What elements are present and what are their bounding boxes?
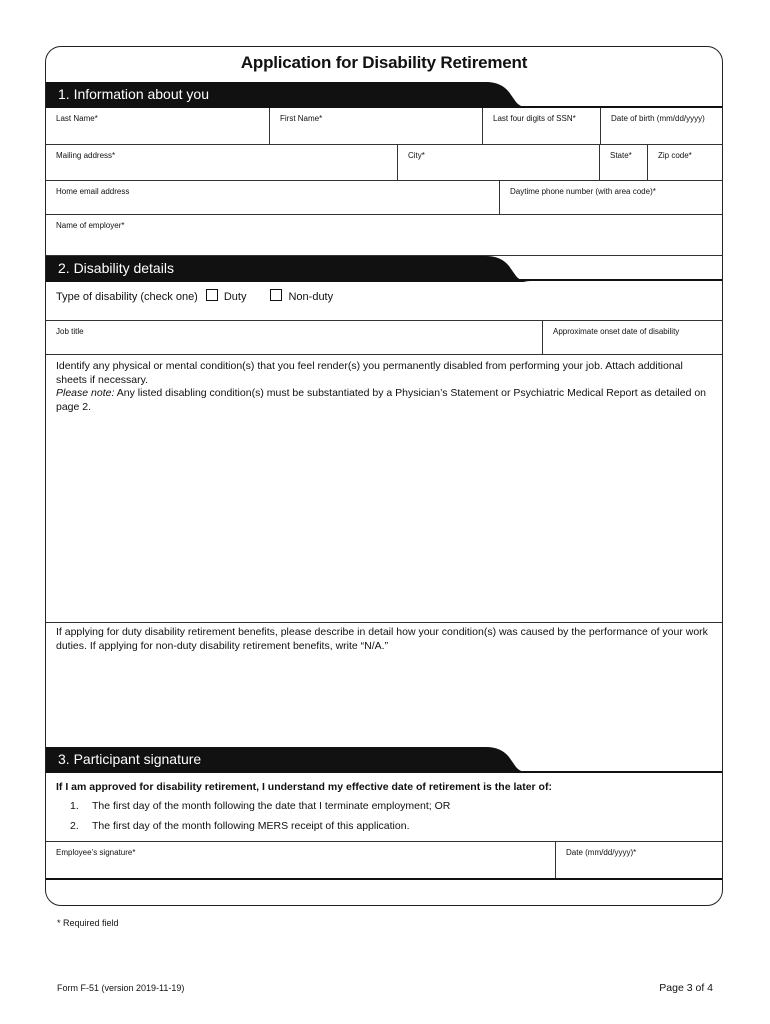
duty-description-text: If applying for duty disability retirement benefits, please describe in detail how your condition(s) was caused by the performance of your work duties. If applying for non-duty disability retirement benefits, write “N/A.” [56,626,708,652]
employer-row [46,215,722,250]
conditions-list [70,800,450,840]
ssn-field[interactable] [483,108,601,144]
mailing-address-label: Mailing address* [56,151,116,160]
name-row [46,108,722,145]
list-item: 1. The first day of the month following the date that I terminate employment; OR [70,800,451,812]
section-2-heading: 2. Disability details [58,260,174,276]
statement-block [46,773,722,842]
retirement-statement: If I am approved for disability retirement, I understand my effective date of retirement is the later of: [56,781,552,793]
email-field[interactable] [46,181,500,214]
signature-date-field[interactable] [556,842,723,878]
city-label: City* [408,151,425,160]
zip-field[interactable] [648,145,723,180]
condition-instructions [56,360,712,414]
first-name-label: First Name* [280,114,323,123]
disability-type-label: Type of disability (check one) [56,291,198,303]
signature-row [46,842,722,880]
address-row [46,145,722,181]
ssn-label: Last four digits of SSN* [493,114,576,123]
application-form [45,46,723,906]
note-text: Any listed disabling condition(s) must be substantiated by a Physician’s Statement or Psychiatric Medical Report as detailed on page 2. [56,387,707,413]
note-label: Please note: [56,387,115,399]
last-name-field[interactable] [46,108,270,144]
email-label: Home email address [56,187,130,196]
phone-label: Daytime phone number (with area code)* [510,187,656,196]
section-3-header [46,747,722,773]
onset-date-field[interactable] [543,321,723,354]
nonduty-checkbox[interactable] [270,289,282,301]
required-field-note: * Required field [57,918,119,928]
job-title-label: Job title [56,327,84,336]
section-1-heading: 1. Information about you [58,86,209,102]
employer-label: Name of employer* [56,221,125,230]
section-1-header [46,82,722,108]
job-row [46,321,722,355]
condition-text: Identify any physical or mental condition(s) that you feel render(s) you permanently disabled from performing your job. Attach additional sheets if necessary. [56,360,683,386]
signature-date-label: Date (mm/dd/yyyy)* [566,848,637,857]
state-field[interactable] [600,145,648,180]
duty-label: Duty [223,291,247,303]
form-version: Form F-51 (version 2019-11-19) [57,983,185,993]
contact-row [46,181,722,215]
duty-description-area[interactable] [46,623,722,747]
onset-date-label: Approximate onset date of disability [553,327,680,336]
job-title-field[interactable] [46,321,543,354]
city-field[interactable] [398,145,600,180]
section-3-heading: 3. Participant signature [58,751,202,767]
page-number: Page 3 of 4 [659,982,713,994]
condition-area[interactable] [46,355,722,623]
employer-field[interactable] [46,215,723,250]
state-label: State* [610,151,632,160]
form-title: Application for Disability Retirement [240,53,528,72]
signature-field[interactable] [46,842,556,878]
mailing-address-field[interactable] [46,145,398,180]
last-name-label: Last Name* [56,114,98,123]
disability-type-group [56,289,712,305]
section-2-header [46,255,722,281]
dob-label: Date of birth (mm/dd/yyyy) [611,114,705,123]
first-name-field[interactable] [270,108,483,144]
phone-field[interactable] [500,181,723,214]
duty-checkbox[interactable] [206,289,218,301]
list-item: 2. The first day of the month following MERS receipt of this application. [70,820,410,832]
signature-label: Employee’s signature* [56,848,136,857]
zip-label: Zip code* [658,151,692,160]
dob-field[interactable] [601,108,723,144]
disability-type-row [46,281,722,321]
nonduty-label: Non-duty [288,291,334,303]
